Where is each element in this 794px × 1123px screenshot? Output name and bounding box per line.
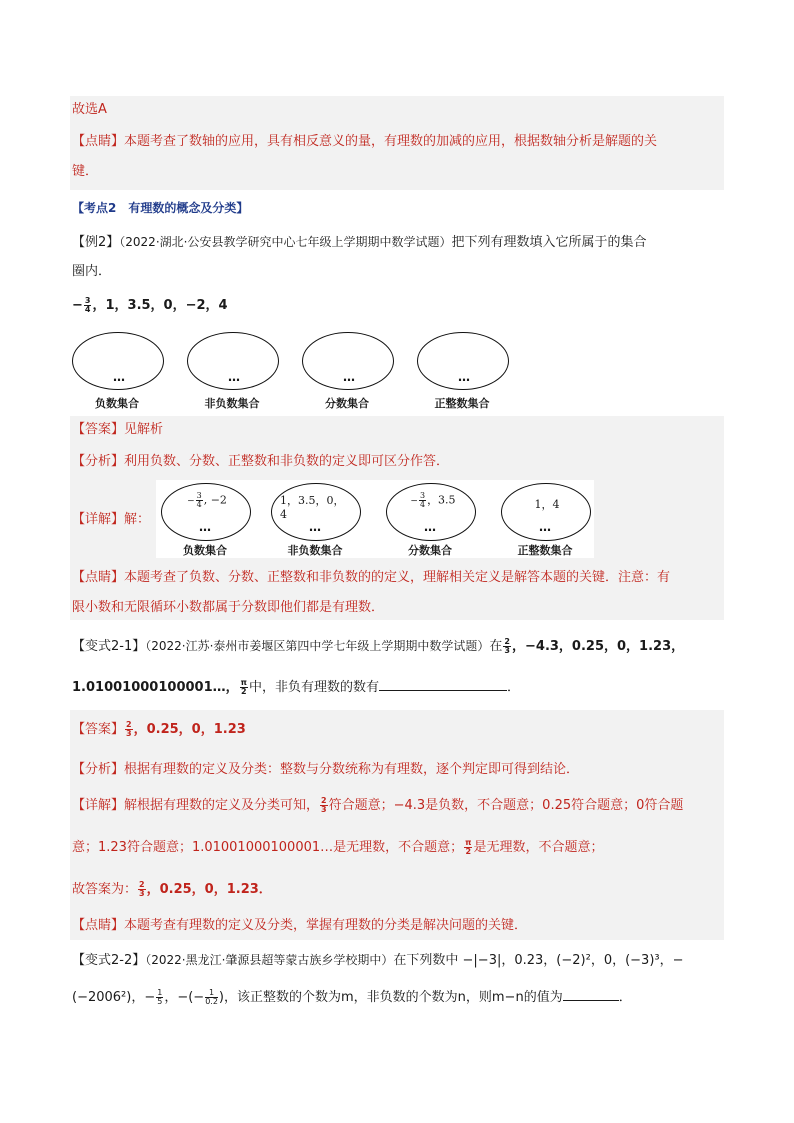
answer-box	[70, 710, 724, 940]
ellipsis-mark: …	[199, 520, 211, 534]
point-line: 【点睛】本题考查了负数、分数、正整数和非负数的的定义，理解相关定义是解答本题的关键．注意：有	[72, 570, 671, 585]
analysis-line: 【分析】根据有理数的定义及分类：整数与分数统称为有理数，逐个判定即可得到结论．	[72, 762, 580, 777]
detail-line-cont: 意；1.23符合题意；1.01001000100001…是无理数，不合题意； $\frac{\pi}{2}$ 是无理数，不合题意；	[72, 838, 604, 856]
answer-line: 【答案】见解析	[72, 422, 164, 437]
ellipsis-mark: …	[458, 370, 470, 384]
example-2-line2: 圈内．	[72, 264, 112, 279]
ellipsis-mark: …	[539, 520, 551, 534]
ellipsis-mark: …	[228, 370, 240, 384]
detail-line: 【详解】解根据有理数的定义及分类可知， $\frac{2}{3}$ 符合题意；−4.3是负数，不合题意；0.25符合题意；0符合题	[72, 796, 684, 814]
section-heading: 【考点2 有理数的概念及分类】	[72, 201, 249, 215]
filled-set-negative-content: − $\frac{3}{4}$ , −2	[187, 491, 227, 509]
answer-line: 【答案】 $\frac{2}{3}$ ，0.25，0，1.23	[72, 720, 246, 738]
example-source: （2022·湖北·公安县教学研究中心七年级上学期期中数学试题）	[119, 235, 452, 249]
filled-label-nonnegative: 非负数集合	[287, 544, 343, 557]
answer-blank[interactable]	[563, 988, 619, 1001]
filled-set-nonnegative-content: 1，3.5，0， 4	[280, 494, 345, 521]
ellipsis-mark: …	[113, 370, 125, 384]
set-label-nonnegative: 非负数集合	[204, 397, 260, 410]
analysis-line: 【分析】利用负数、分数、正整数和非负数的定义即可区分作答．	[72, 454, 450, 469]
point-text-cont: 键．	[72, 164, 99, 179]
example-2-line	[72, 232, 646, 253]
example-text: 把下列有理数填入它所属于的集合	[451, 235, 647, 250]
detail-line: 【详解】解：	[72, 512, 151, 527]
set-label-posint: 正整数集合	[434, 397, 490, 410]
variant-2-2-line2: (−2006²)，− $\frac{1}{5}$ ，−(− $\frac{1}{0.2}$ )，该正整数的个数为m，非负数的个数为n，则m−n的值为 ．	[72, 988, 632, 1006]
set-label-fraction: 分数集合	[325, 397, 369, 410]
filled-label-negative: 负数集合	[183, 544, 227, 557]
point-text-cont: 限小数和无限循环小数都属于分数即他们都是有理数．	[72, 600, 385, 615]
set-label-negative: 负数集合	[95, 397, 139, 410]
variant-2-1-line: 【变式2-1】（2022·江苏·泰州市姜堰区第四中学七年级上学期期中数学试题）在 $\frac{2}{3}$ ，−4.3，0.25，0，1.23，	[72, 637, 685, 655]
number-list: − $\frac{3}{4}$ ，1，3.5，0，−2，4	[72, 296, 228, 314]
point-line	[72, 132, 657, 152]
filled-set-fraction-content: − $\frac{3}{4}$ ，3.5	[410, 491, 456, 509]
point-line: 【点睛】本题考查有理数的定义及分类，掌握有理数的分类是解决问题的关键．	[72, 918, 528, 933]
ellipsis-mark: …	[343, 370, 355, 384]
variant-2-2-line: 【变式2-2】（2022·黑龙江·肇源县超等蒙古族乡学校期中）在下列数中 −|−3|，0.23，(−2)²，0，(−3)³，−	[72, 953, 684, 968]
conclusion-text: 故选A	[72, 102, 107, 117]
example-tag: 【例2】	[72, 235, 120, 250]
filled-label-fraction: 分数集合	[408, 544, 452, 557]
answer-blank[interactable]	[379, 678, 507, 691]
point-tag: 【点睛】	[72, 134, 125, 149]
ellipsis-mark: …	[424, 520, 436, 534]
final-answer-line: 故答案为： $\frac{2}{3}$ ，0.25，0，1.23．	[72, 880, 272, 898]
point-text: 本题考查了数轴的应用，具有相反意义的量，有理数的加减的应用，根据数轴分析是解题的关	[124, 134, 658, 149]
filled-set-posint-content: 1，4	[534, 498, 560, 511]
variant-2-1-line2: 1.01001000100001…， $\frac{\pi}{2}$ 中，非负有理数的数有 ．	[72, 678, 520, 696]
ellipsis-mark: …	[309, 520, 321, 534]
filled-label-posint: 正整数集合	[517, 544, 573, 557]
